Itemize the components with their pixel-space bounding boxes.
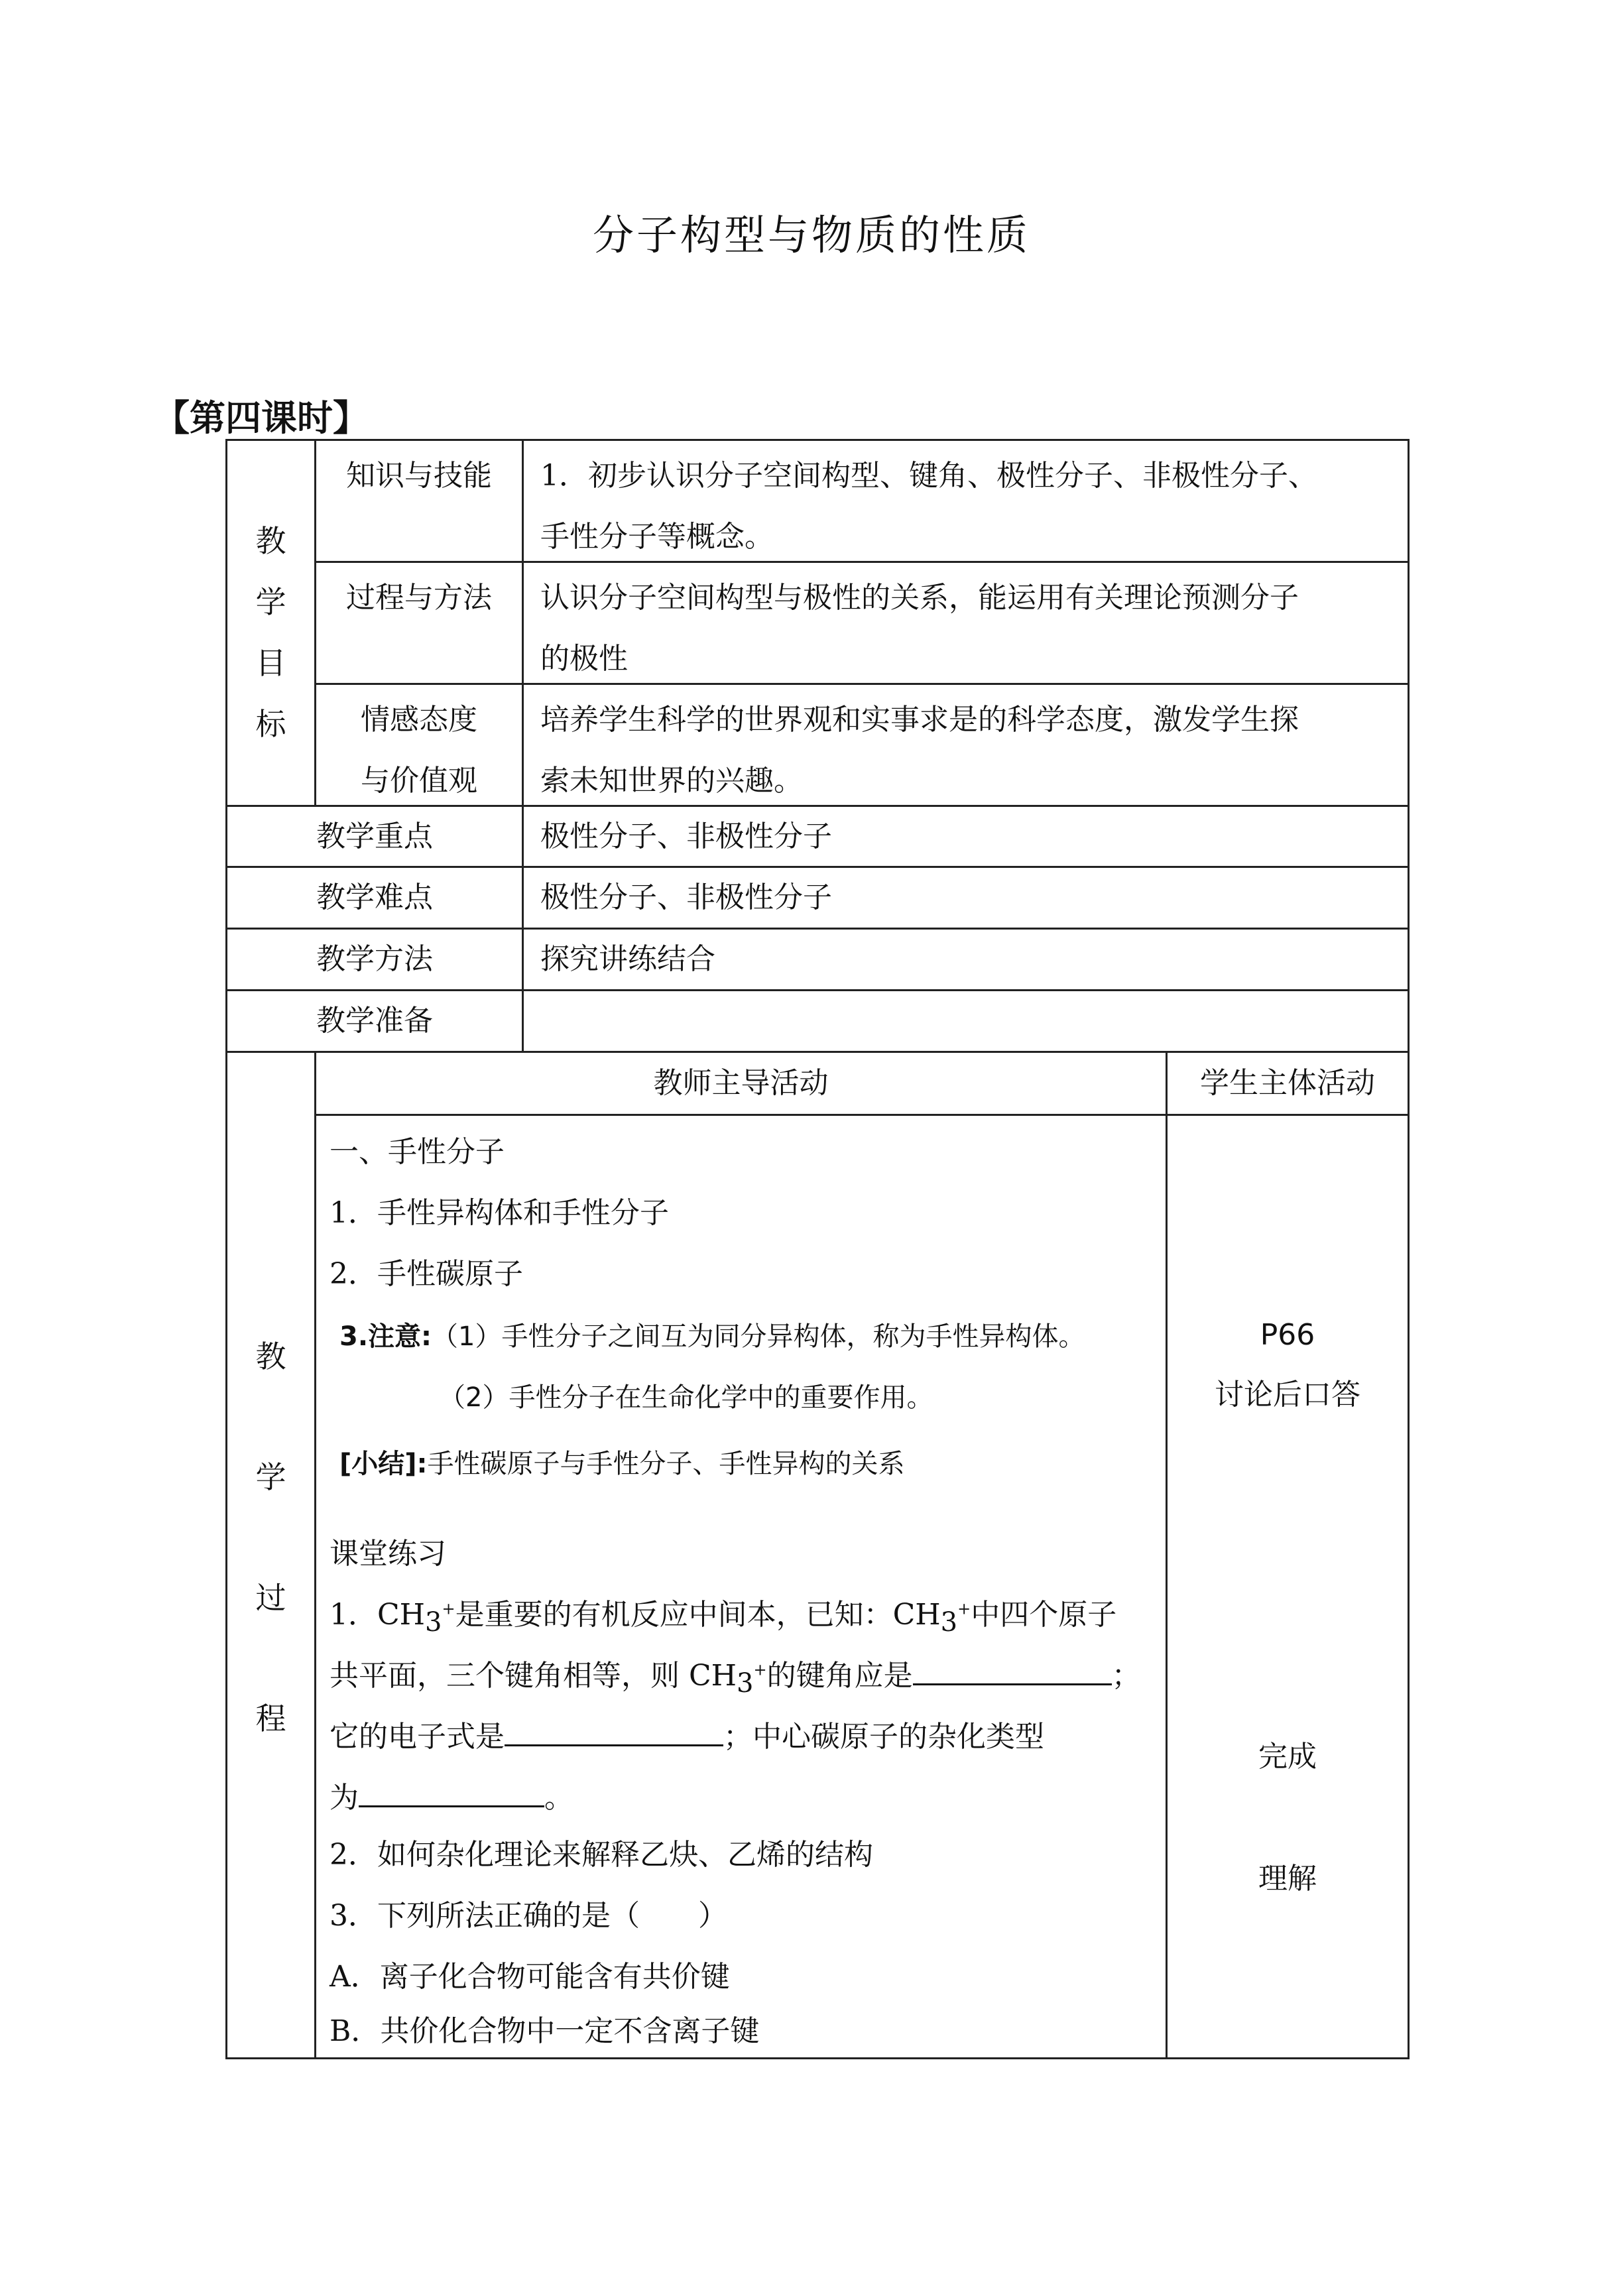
divider (314, 1114, 1410, 1116)
content-line: 培养学生科学的世界观和实事求是的科学态度，激发学生探 (540, 703, 1299, 737)
student-line: 理解 (1258, 1862, 1317, 1896)
exercise-option-b: B．共价化合物中一定不含离子键 (330, 2014, 760, 2048)
objectives-label-char: 标 (255, 706, 286, 742)
teacher-line: 课堂练习 (330, 1537, 446, 1571)
process-label-char: 过 (255, 1580, 286, 1616)
content-line: 1．初步认识分子空间构型、键角、极性分子、非极性分子、 (540, 459, 1317, 493)
q1-text: ；中心碳原子的杂化类型 (723, 1720, 1044, 1754)
process-label-char: 学 (255, 1459, 286, 1495)
q1-text: 为 (330, 1781, 359, 1815)
q1-text: 1．CH (330, 1598, 426, 1632)
summary-text: 手性碳原子与手性分子、手性异构的关系 (427, 1449, 905, 1479)
student-line: P66 (1260, 1318, 1315, 1352)
info-label-difficulty: 教学难点 (316, 880, 433, 914)
divider (314, 1051, 316, 2059)
q1-text: 的键角应是 (766, 1659, 913, 1693)
note-text: （1）手性分子之间互为同分异构体，称为手性异构体。 (432, 1321, 1085, 1352)
table-border-right (1408, 439, 1410, 2059)
process-label-char: 教 (255, 1339, 286, 1374)
q1-text: 是重要的有机反应中间本，已知：CH (455, 1598, 941, 1632)
content-line: 手性分子等概念。 (540, 520, 774, 554)
subscript: 3 (940, 1606, 958, 1638)
objective-content-attitude (540, 690, 1402, 812)
info-label-focus: 教学重点 (316, 819, 433, 853)
objectives-label-char: 目 (255, 645, 286, 681)
header-student-activity: 学生主体活动 (1200, 1066, 1375, 1100)
superscript: + (957, 1599, 971, 1618)
process-label-char: 程 (255, 1701, 286, 1736)
objective-label-knowledge: 知识与技能 (346, 459, 492, 493)
teacher-line: 2．手性碳原子 (330, 1257, 523, 1291)
teacher-line: 1．手性异构体和手性分子 (330, 1196, 669, 1230)
page-title: 分子构型与物质的性质 (592, 211, 1030, 259)
exercise-q1-line3 (330, 1707, 1044, 1768)
superscript: + (753, 1660, 767, 1679)
label-line: 情感态度 (361, 703, 477, 737)
info-label-prep: 教学准备 (316, 1004, 433, 1038)
answer-blank-hybridization[interactable] (359, 1771, 544, 1807)
content-line: 认识分子空间构型与极性的关系，能运用有关理论预测分子 (540, 581, 1299, 615)
exercise-q1-line1 (330, 1585, 1116, 1653)
answer-blank-electron-formula[interactable] (505, 1710, 723, 1746)
q1-text: 。 (544, 1781, 573, 1815)
subscript: 3 (737, 1667, 754, 1699)
exercise-option-a: A．离子化合物可能含有共价键 (330, 1960, 730, 1994)
info-value-difficulty: 极性分子、非极性分子 (540, 880, 832, 914)
header-teacher-activity: 教师主导活动 (653, 1066, 829, 1100)
objectives-label-char: 教 (255, 523, 286, 559)
objective-content-knowledge (540, 446, 1402, 568)
teacher-line: 一、手性分子 (330, 1135, 505, 1169)
student-line: 讨论后口答 (1215, 1378, 1360, 1412)
content-line: 索未知世界的兴趣。 (540, 764, 803, 798)
info-value-method: 探究讲练结合 (540, 942, 715, 976)
table-border-top (225, 439, 1410, 441)
q1-text: 共平面，三个键角相等，则 CH (330, 1659, 737, 1693)
teacher-note-line: （2）手性分子在生命化学中的重要作用。 (439, 1382, 933, 1413)
info-value-focus: 极性分子、非极性分子 (540, 819, 832, 853)
summary-label: [小结]: (339, 1449, 428, 1479)
subscript: 3 (425, 1606, 442, 1638)
exercise-q3: 3．下列所法正确的是（ ） (330, 1899, 727, 1933)
objective-label-attitude (316, 690, 522, 812)
note-label: 3.注意: (339, 1321, 432, 1352)
info-label-method: 教学方法 (316, 942, 433, 976)
lesson-heading: 【第四课时】 (154, 397, 369, 439)
exercise-q1-line2 (330, 1646, 1141, 1714)
student-line: 完成 (1258, 1740, 1317, 1774)
teacher-summary-line (339, 1433, 905, 1494)
content-line: 的极性 (540, 642, 628, 676)
objective-content-process (540, 568, 1402, 690)
divider (522, 439, 524, 1052)
objective-label-process: 过程与方法 (346, 581, 492, 615)
superscript: + (442, 1599, 455, 1618)
teacher-note-line (339, 1306, 1085, 1367)
q1-text: ； (1111, 1659, 1141, 1693)
exercise-q2: 2．如何杂化理论来解释乙炔、乙烯的结构 (330, 1838, 873, 1872)
answer-blank-angle[interactable] (913, 1649, 1112, 1685)
q1-text: 中四个原子 (971, 1598, 1117, 1632)
q1-text: 它的电子式是 (330, 1720, 505, 1754)
objectives-label (227, 511, 314, 755)
process-label (227, 1296, 314, 1779)
exercise-q1-line4 (330, 1768, 573, 1829)
objectives-label-char: 学 (255, 584, 286, 620)
label-line: 与价值观 (361, 764, 477, 798)
